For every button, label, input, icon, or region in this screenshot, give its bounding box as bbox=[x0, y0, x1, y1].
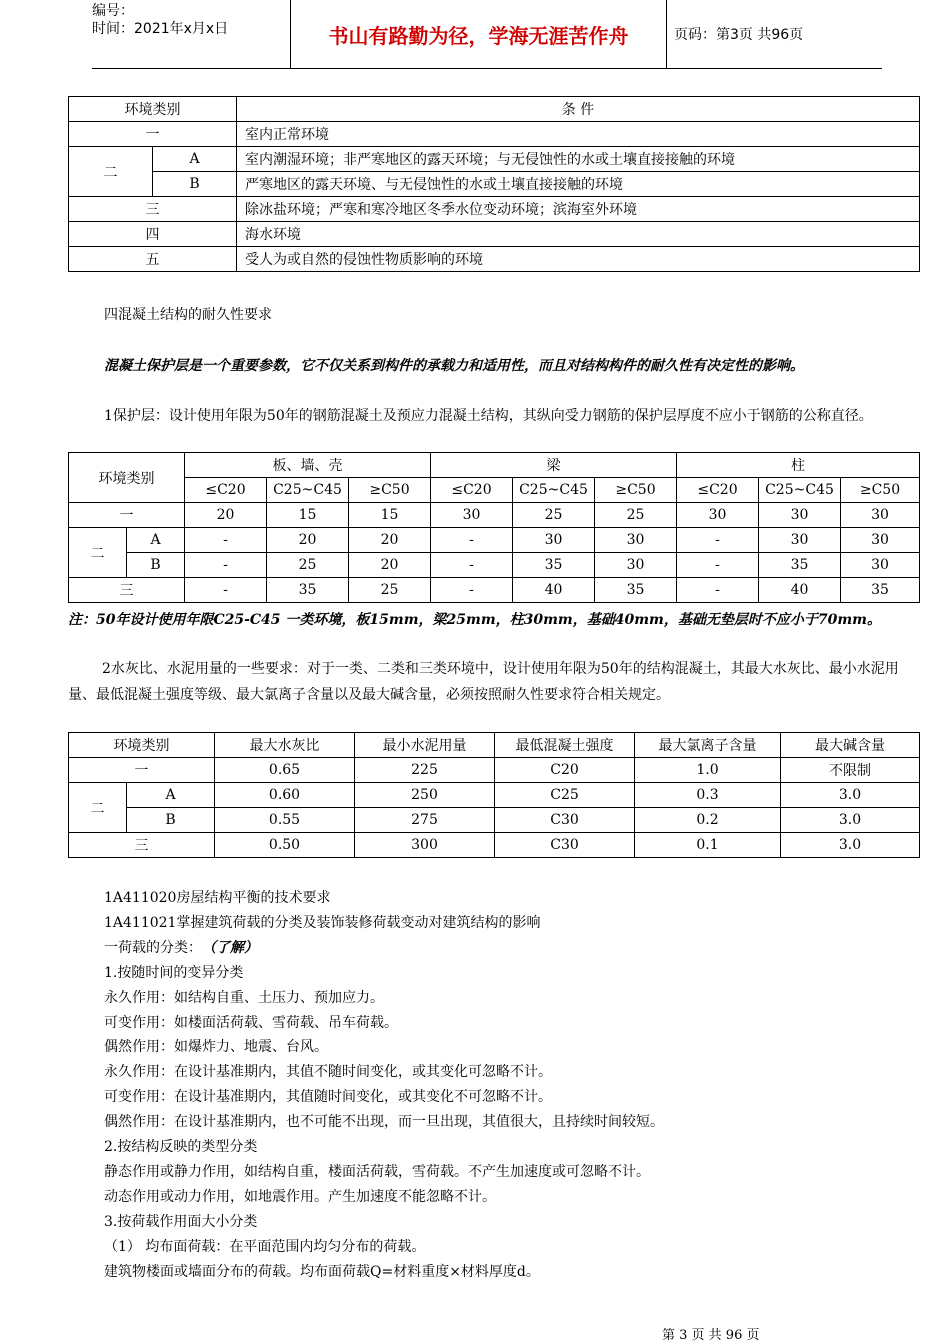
env-category: 三 bbox=[69, 833, 215, 858]
water-cement-table bbox=[68, 732, 920, 858]
grade-cell: C25~C45 bbox=[513, 478, 595, 503]
text-line: 1A411021掌握建筑荷载的分类及装饰装修荷载变动对建筑结构的影响 bbox=[104, 914, 541, 931]
table-cell: 225 bbox=[355, 758, 495, 783]
page-footer: 第 3 页 共 96 页 bbox=[662, 1328, 760, 1343]
table-header-row bbox=[69, 733, 920, 758]
table-header-cell: 最大水灰比 bbox=[215, 733, 355, 758]
table-cell: 35 bbox=[595, 578, 677, 603]
grade-cell: ≥C50 bbox=[841, 478, 920, 503]
header-page-info: 页码：第3页 共96页 bbox=[674, 27, 804, 43]
grade-cell: ≥C50 bbox=[349, 478, 431, 503]
grade-cell: ≥C50 bbox=[595, 478, 677, 503]
env-condition: 受人为或自然的侵蚀性物质影响的环境 bbox=[237, 247, 920, 272]
env-category: 三 bbox=[69, 578, 185, 603]
env-category: 四 bbox=[69, 222, 237, 247]
env-category: 二 bbox=[69, 528, 127, 578]
time-label: 时间：2021年x月x日 bbox=[92, 21, 229, 37]
env-subcategory: B bbox=[127, 808, 215, 833]
table-cell: C30 bbox=[495, 833, 635, 858]
table-cell: C30 bbox=[495, 808, 635, 833]
env-category: 一 bbox=[69, 122, 237, 147]
table-cell: - bbox=[677, 528, 759, 553]
table-header-cell: 最小水泥用量 bbox=[355, 733, 495, 758]
table-row bbox=[69, 528, 920, 553]
env-category: 二 bbox=[69, 147, 153, 197]
table-cell: 30 bbox=[595, 528, 677, 553]
grade-cell: C25~C45 bbox=[267, 478, 349, 503]
table-cell: 15 bbox=[267, 503, 349, 528]
number-label: 编号： bbox=[92, 3, 134, 19]
table-row bbox=[69, 553, 920, 578]
text-line: （1） 均布面荷载：在平面范围内均匀分布的荷载。 bbox=[104, 1238, 426, 1255]
table-cell: 35 bbox=[267, 578, 349, 603]
water-cement-paragraph: 2水灰比、水泥用量的一些要求：对于一类、二类和三类环境中，设计使用年限为50年的结构混凝土，其最大水灰比、最小水泥用量、最低混凝土强度等级、最大氯离子含量以及最大碱含量，必须按照耐久性要求符合相关规定。 bbox=[68, 661, 899, 703]
table-header-cell: 板、墙、壳 bbox=[185, 453, 431, 478]
env-condition: 海水环境 bbox=[237, 222, 920, 247]
table-header-cell: 环境类别 bbox=[69, 733, 215, 758]
page-header bbox=[92, 0, 882, 69]
body-text bbox=[104, 886, 914, 1285]
grade-cell: C25~C45 bbox=[759, 478, 841, 503]
header-meta bbox=[92, 2, 290, 38]
env-subcategory: A bbox=[127, 528, 185, 553]
table-cell: 250 bbox=[355, 783, 495, 808]
table-header-cell: 条 件 bbox=[237, 97, 920, 122]
env-condition: 除冰盐环境；严寒和寒冷地区冬季水位变动环境；滨海室外环境 bbox=[237, 197, 920, 222]
table-cell: - bbox=[677, 553, 759, 578]
env-category: 二 bbox=[69, 783, 127, 833]
table-row bbox=[69, 758, 920, 783]
table-cell: 不限制 bbox=[781, 758, 920, 783]
grade-cell: ≤C20 bbox=[431, 478, 513, 503]
table-cell: 30 bbox=[513, 528, 595, 553]
table-cell: 0.3 bbox=[635, 783, 781, 808]
table-header-cell: 环境类别 bbox=[69, 97, 237, 122]
environment-table bbox=[68, 96, 920, 272]
table-header-row bbox=[69, 97, 920, 122]
table-header-row bbox=[69, 453, 920, 478]
env-category: 三 bbox=[69, 197, 237, 222]
table-row bbox=[69, 578, 920, 603]
env-category: 五 bbox=[69, 247, 237, 272]
table-cell: 40 bbox=[759, 578, 841, 603]
table-cell: - bbox=[431, 578, 513, 603]
table-header-cell: 最大碱含量 bbox=[781, 733, 920, 758]
table-header-cell: 环境类别 bbox=[69, 453, 185, 503]
text-line: 偶然作用：在设计基准期内，也不可能不出现，而一旦出现，其值很大，且持续时间较短。 bbox=[104, 1114, 664, 1131]
table-cell: 0.55 bbox=[215, 808, 355, 833]
table-header-cell: 最大氯离子含量 bbox=[635, 733, 781, 758]
text-line: 动态作用或动力作用，如地震作用。产生加速度不能忽略不计。 bbox=[104, 1188, 496, 1205]
table-row bbox=[69, 503, 920, 528]
text-line: 可变作用：在设计基准期内，其值随时间变化，或其变化不可忽略不计。 bbox=[104, 1089, 552, 1106]
table-cell: 0.1 bbox=[635, 833, 781, 858]
text-line: 3.按荷载作用面大小分类 bbox=[104, 1213, 258, 1230]
table-cell: 35 bbox=[759, 553, 841, 578]
table-cell: 40 bbox=[513, 578, 595, 603]
table-cell: 30 bbox=[841, 528, 920, 553]
table-cell: 35 bbox=[841, 578, 920, 603]
table-header-row bbox=[69, 478, 920, 503]
text-line: 静态作用或静力作用，如结构自重，楼面活荷载，雪荷载。不产生加速度或可忽略不计。 bbox=[104, 1163, 650, 1180]
table-cell: 1.0 bbox=[635, 758, 781, 783]
table-row bbox=[69, 222, 920, 247]
table-cell: 0.65 bbox=[215, 758, 355, 783]
table-cell: C20 bbox=[495, 758, 635, 783]
table-cell: - bbox=[431, 553, 513, 578]
table-cell: 20 bbox=[185, 503, 267, 528]
text-line bbox=[104, 936, 914, 961]
table-cell: 20 bbox=[349, 553, 431, 578]
table-cell: 25 bbox=[267, 553, 349, 578]
table-row bbox=[69, 833, 920, 858]
text-line: 偶然作用：如爆炸力、地震、台风。 bbox=[104, 1039, 328, 1056]
table-cell: 25 bbox=[513, 503, 595, 528]
table-cell: 20 bbox=[267, 528, 349, 553]
text-line: 可变作用：如楼面活荷载、雪荷载、吊车荷载。 bbox=[104, 1014, 398, 1031]
table-cell: 275 bbox=[355, 808, 495, 833]
header-motto: 书山有路勤为径，学海无涯苦作舟 bbox=[328, 24, 629, 48]
env-condition: 室内潮湿环境；非严寒地区的露天环境；与无侵蚀性的水或土壤直接接触的环境 bbox=[237, 147, 920, 172]
table-row bbox=[69, 808, 920, 833]
table-cell: 300 bbox=[355, 833, 495, 858]
table-cell: 25 bbox=[595, 503, 677, 528]
table-cell: - bbox=[431, 528, 513, 553]
env-category: 一 bbox=[69, 503, 185, 528]
table-cell: 20 bbox=[349, 528, 431, 553]
grade-cell: ≤C20 bbox=[185, 478, 267, 503]
section-title: 四混凝土结构的耐久性要求 bbox=[104, 307, 272, 323]
table-cell: C25 bbox=[495, 783, 635, 808]
table-row bbox=[69, 172, 920, 197]
header-divider bbox=[666, 0, 667, 68]
table-row bbox=[69, 147, 920, 172]
env-condition: 严寒地区的露天环境、与无侵蚀性的水或土壤直接接触的环境 bbox=[237, 172, 920, 197]
env-subcategory: A bbox=[153, 147, 237, 172]
table-header-cell: 梁 bbox=[431, 453, 677, 478]
table-cell: - bbox=[185, 578, 267, 603]
env-subcategory: B bbox=[153, 172, 237, 197]
table-cell: 3.0 bbox=[781, 833, 920, 858]
text-line: 永久作用：如结构自重、土压力、预加应力。 bbox=[104, 989, 384, 1006]
table-cell: - bbox=[185, 528, 267, 553]
table-cell: 15 bbox=[349, 503, 431, 528]
note-paragraph: 注：50年设计使用年限C25-C45 一类环境，板15mm，梁25mm，柱30mm，基础40mm，基础无垫层时不应小于70mm。 bbox=[68, 612, 881, 628]
table-cell: 30 bbox=[759, 528, 841, 553]
table-row bbox=[69, 783, 920, 808]
grade-cell: ≤C20 bbox=[677, 478, 759, 503]
cover-table bbox=[68, 452, 920, 603]
table-cell: 30 bbox=[431, 503, 513, 528]
text-line: 建筑物楼面或墙面分布的荷载。均布面荷载Q=材料重度×材料厚度d。 bbox=[104, 1263, 540, 1280]
text-line: 1.按随时间的变异分类 bbox=[104, 964, 244, 981]
table-cell: 35 bbox=[513, 553, 595, 578]
text-line-label: 一荷载的分类： bbox=[104, 939, 202, 956]
text-line: 2.按结构反映的类型分类 bbox=[104, 1139, 258, 1156]
table-cell: 30 bbox=[595, 553, 677, 578]
env-category: 一 bbox=[69, 758, 215, 783]
table-row bbox=[69, 122, 920, 147]
table-row bbox=[69, 197, 920, 222]
table-cell: 0.50 bbox=[215, 833, 355, 858]
table-cell: 30 bbox=[841, 553, 920, 578]
table-cell: - bbox=[677, 578, 759, 603]
table-cell: 0.2 bbox=[635, 808, 781, 833]
text-line: 1A411020房屋结构平衡的技术要求 bbox=[104, 890, 331, 906]
table-cell: 3.0 bbox=[781, 783, 920, 808]
table-cell: - bbox=[185, 553, 267, 578]
emphasis-paragraph: 混凝土保护层是一个重要参数，它不仅关系到构件的承载力和适用性，而且对结构构件的耐久性有决定性的影响。 bbox=[104, 358, 804, 374]
table-cell: 30 bbox=[759, 503, 841, 528]
table-header-cell: 最低混凝土强度 bbox=[495, 733, 635, 758]
table-cell: 25 bbox=[349, 578, 431, 603]
table-cell: 3.0 bbox=[781, 808, 920, 833]
table-cell: 30 bbox=[841, 503, 920, 528]
env-subcategory: A bbox=[127, 783, 215, 808]
understand-tag: （了解） bbox=[202, 939, 258, 956]
cover-paragraph: 1保护层：设计使用年限为50年的钢筋混凝土及预应力混凝土结构，其纵向受力钢筋的保护层厚度不应小于钢筋的公称直径。 bbox=[104, 408, 873, 424]
table-cell: 30 bbox=[677, 503, 759, 528]
table-row bbox=[69, 247, 920, 272]
env-subcategory: B bbox=[127, 553, 185, 578]
table-header-cell: 柱 bbox=[677, 453, 920, 478]
text-line: 永久作用：在设计基准期内，其值不随时间变化，或其变化可忽略不计。 bbox=[104, 1064, 552, 1081]
env-condition: 室内正常环境 bbox=[237, 122, 920, 147]
table-cell: 0.60 bbox=[215, 783, 355, 808]
